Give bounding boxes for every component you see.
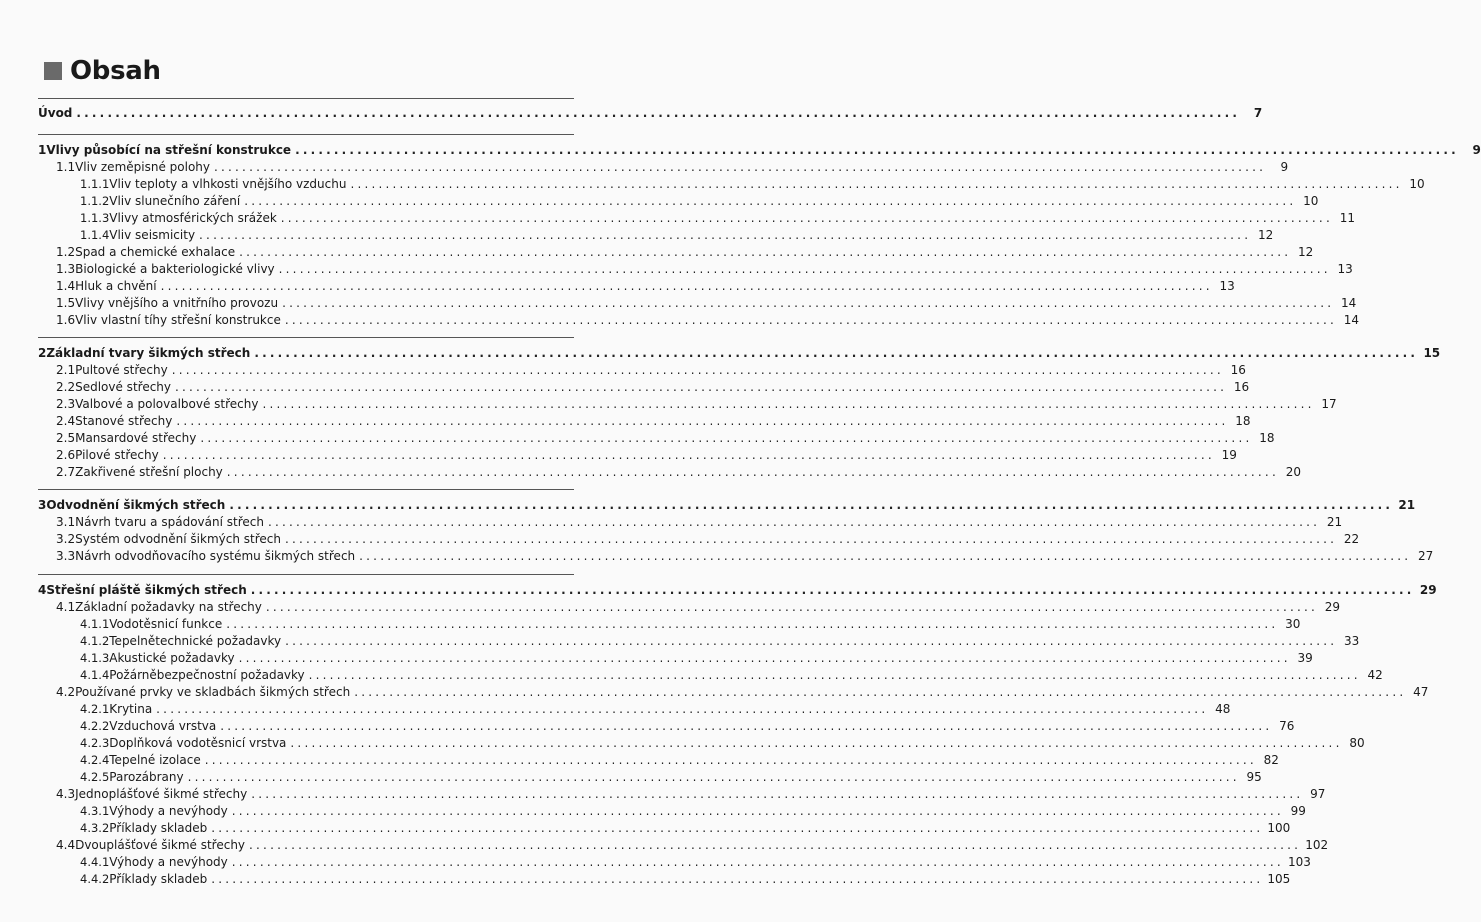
toc-page-num: 29 [1324,600,1341,614]
toc-entry-4-2[interactable] [38,684,1429,701]
leader-dots [188,769,1240,786]
leader-dots [232,854,1284,871]
leader-dots [200,430,1252,447]
toc-entry-4-2-4[interactable] [38,752,1279,769]
toc-page-num: 10 [1409,177,1425,191]
toc-page-num: 14 [1343,313,1360,327]
toc-number: 4.1.4 [80,668,110,682]
leader-dots [285,312,1337,329]
toc-entry-3-3[interactable] [38,548,1434,565]
toc-entry-1-1-4[interactable] [38,227,1274,244]
toc-number: 4.3.1 [80,804,110,818]
toc-label: Hluk a chvění [75,279,157,293]
toc-entry-4-4[interactable] [38,837,1329,854]
toc-entry-1-5[interactable] [38,295,1357,312]
toc-entry-1-1-3[interactable] [38,210,1355,227]
toc-number: 4.3.2 [80,821,110,835]
toc-number: 4.2 [56,685,76,699]
leader-dots [156,701,1208,718]
toc-entry-4-3-2[interactable] [38,820,1291,837]
toc-page-num: 12 [1257,228,1274,242]
toc-label: Valbové a polovalbové střechy [75,397,259,411]
toc-number: 1.4 [56,279,76,293]
toc-page-num: 99 [1290,804,1306,818]
toc-entry-1-3[interactable] [38,261,1353,278]
toc-number: 4.4.2 [80,872,110,886]
toc-label: Vliv vlastní tíhy střešní konstrukce [75,313,281,327]
toc-label: Vliv seismicity [109,228,196,242]
toc-page-num: 100 [1267,821,1291,835]
toc-number: 1.2 [56,245,76,259]
toc-label: Vliv slunečního záření [109,194,241,208]
toc-label: Vliv zeměpisné polohy [75,160,210,174]
leader-dots [251,786,1303,803]
leader-dots [290,735,1342,752]
toc-page-num: 11 [1339,211,1355,225]
toc-entry-1-1[interactable] [38,159,1289,176]
toc-page-num: 9 [1280,160,1289,174]
leader-dots [220,718,1272,735]
toc-page-num: 105 [1267,872,1291,886]
toc-page-num: 30 [1285,617,1301,631]
toc-label: Odvodnění šikmých střech [46,498,226,512]
toc-number: 3.3 [56,549,76,563]
leader-dots [249,837,1301,854]
toc-number: 2.4 [56,414,76,428]
toc-page-num: 33 [1344,634,1360,648]
leader-dots [254,345,1418,362]
toc-entry-4-3-1[interactable] [38,803,1306,820]
toc-number: 2.5 [56,431,76,445]
toc-entry-2-7[interactable] [38,464,1301,481]
toc-page-num: 47 [1413,685,1429,699]
leader-dots [175,379,1227,396]
toc-label: Vzduchová vrstva [109,719,217,733]
rule-chapter-4 [38,574,574,575]
toc-label: Úvod [38,106,73,120]
toc-page-num: 22 [1343,532,1360,546]
toc-page-num: 21 [1398,498,1416,512]
toc-entry-1-1-1[interactable] [38,176,1425,193]
leader-dots [262,396,1314,413]
toc-number: 3 [38,498,47,512]
toc-label: Dvouplášťové šikmé střechy [75,838,246,852]
toc-number: 4 [38,583,47,597]
leader-dots [279,261,1331,278]
leader-dots [211,820,1263,837]
toc-number: 1.5 [56,296,76,310]
toc-page-num: 9 [1472,143,1481,157]
toc-number: 1.1.4 [80,228,110,242]
leader-dots [205,752,1257,769]
toc-number: 3.1 [56,515,76,529]
toc-label: Vlivy působící na střešní konstrukce [46,143,292,157]
toc-entry-4-2-3[interactable] [38,735,1365,752]
toc-page-num: 42 [1367,668,1383,682]
toc-label: Tepelnětechnické požadavky [109,634,282,648]
toc-label: Návrh tvaru a spádování střech [75,515,264,529]
rule-top [38,98,574,99]
leader-dots [251,582,1415,599]
toc-label: Požárněbezpečnostní požadavky [109,668,305,682]
toc-page-num: 20 [1285,465,1301,479]
toc-page-num: 97 [1310,787,1326,801]
rule-chapter-1 [38,134,574,135]
toc-page-num: 10 [1303,194,1319,208]
toc-label: Systém odvodnění šikmých střech [75,532,281,546]
toc-label: Sedlové střechy [75,380,171,394]
toc-label: Tepelné izolace [109,753,201,767]
toc-entry-2-1[interactable] [38,362,1246,379]
toc-number: 1.1.1 [80,177,110,191]
toc-chapter-4[interactable] [38,582,1437,599]
toc-label: Mansardové střechy [75,431,197,445]
toc-label: Vliv teploty a vlhkosti vnějšího vzduchu [109,177,347,191]
toc-number: 2.7 [56,465,76,479]
toc-entry-4-3[interactable] [38,786,1326,803]
toc-number: 1.6 [56,313,76,327]
leader-dots [211,871,1263,888]
toc-number: 4.2.2 [80,719,110,733]
toc-number: 4.1.1 [80,617,110,631]
toc-label: Pilové střechy [75,448,159,462]
toc-label: Krytina [109,702,153,716]
toc-page-num: 17 [1321,397,1337,411]
leader-dots [285,633,1337,650]
toc-page-num: 12 [1298,245,1314,259]
toc-label: Vlivy atmosférických srážek [109,211,277,225]
toc-label: Spad a chemické exhalace [75,245,236,259]
rule-chapter-2 [38,337,574,338]
toc-label: Základní požadavky na střechy [75,600,262,614]
toc-page-num: 27 [1418,549,1434,563]
toc-label: Výhody a nevýhody [109,804,228,818]
toc-entry-4-2-2[interactable] [38,718,1295,735]
toc-entry-2-4[interactable] [38,413,1251,430]
toc-number: 1.1.3 [80,211,110,225]
rule-chapter-3 [38,489,574,490]
toc-number: 2.6 [56,448,76,462]
toc-number: 4.1 [56,600,76,614]
toc-number: 2.3 [56,397,76,411]
toc-label: Vlivy vnějšího a vnitřního provozu [75,296,279,310]
leader-dots [161,278,1213,295]
toc-label: Pultové střechy [75,363,168,377]
toc-page-num: 82 [1263,753,1279,767]
toc-page-num: 18 [1259,431,1275,445]
toc-page-num: 102 [1305,838,1329,852]
toc-label: Doplňková vodotěsnicí vrstva [109,736,287,750]
toc-page-num: 19 [1221,448,1237,462]
toc-entry-3-2[interactable] [38,531,1360,548]
toc-entry-3-1[interactable] [38,514,1343,531]
toc-page-num: 103 [1287,855,1311,869]
leader-dots [226,616,1278,633]
toc-label: Střešní pláště šikmých střech [46,583,247,597]
toc-page-num: 15 [1423,346,1441,360]
toc-label: Parozábrany [109,770,184,784]
toc-label: Biologické a bakteriologické vlivy [75,262,275,276]
toc-number: 1.1.2 [80,194,110,208]
toc-chapter-1[interactable] [38,142,1481,159]
toc-intro[interactable] [38,105,1263,122]
toc-number: 4.2.1 [80,702,110,716]
toc-number: 4.4 [56,838,76,852]
leader-dots [350,176,1402,193]
toc-number: 1 [38,143,47,157]
leader-dots [239,650,1291,667]
toc-entry-4-1-1[interactable] [38,616,1301,633]
toc-entry-4-1-3[interactable] [38,650,1313,667]
toc-entry-2-3[interactable] [38,396,1337,413]
toc-label: Návrh odvodňovacího systému šikmých střech [75,549,356,563]
leader-dots [266,599,1318,616]
leader-dots [285,531,1337,548]
toc-page-num: 29 [1419,583,1437,597]
toc-page-num: 18 [1235,414,1251,428]
toc-page-num: 76 [1279,719,1295,733]
toc-page-num: 48 [1215,702,1231,716]
toc-page-num: 21 [1326,515,1343,529]
toc-page-num: 7 [1253,106,1263,120]
leader-dots [309,667,1361,684]
leader-dots [199,227,1251,244]
toc-number: 3.2 [56,532,76,546]
toc-label: Výhody a nevýhody [109,855,228,869]
toc-entry-4-1-2[interactable] [38,633,1360,650]
leader-dots [76,105,1240,122]
leader-dots [295,142,1459,159]
toc-label: Stanové střechy [75,414,173,428]
toc-entry-2-6[interactable] [38,447,1237,464]
leader-dots [176,413,1228,430]
toc-entry-2-5[interactable] [38,430,1275,447]
toc-entry-1-2[interactable] [38,244,1314,261]
toc-label: Základní tvary šikmých střech [46,346,251,360]
leader-dots [354,684,1406,701]
title-row [44,58,161,84]
leader-dots [281,210,1333,227]
toc-page-num: 80 [1349,736,1365,750]
toc-entry-4-4-2[interactable] [38,871,1291,888]
toc-number: 4.2.3 [80,736,110,750]
toc-number: 2.1 [56,363,76,377]
toc-page-num: 39 [1297,651,1313,665]
leader-dots [232,803,1284,820]
toc-entry-4-1-4[interactable] [38,667,1383,684]
toc-number: 4.1.3 [80,651,110,665]
toc-chapter-3[interactable] [38,497,1416,514]
toc-number: 2 [38,346,47,360]
toc-page-num: 13 [1219,279,1235,293]
toc-chapter-2[interactable] [38,345,1441,362]
toc-page-num: 16 [1233,380,1250,394]
leader-dots [227,464,1279,481]
leader-dots [268,514,1320,531]
toc-number: 4.1.2 [80,634,110,648]
toc-number: 4.2.4 [80,753,110,767]
toc-entry-2-2[interactable] [38,379,1250,396]
toc-entry-1-6[interactable] [38,312,1360,329]
toc-entry-4-1[interactable] [38,599,1341,616]
toc-label: Akustické požadavky [109,651,235,665]
toc-number: 4.2.5 [80,770,110,784]
toc-number: 1.3 [56,262,76,276]
toc-page-num: 16 [1230,363,1246,377]
page-title: Obsah [70,56,161,86]
leader-dots [359,548,1411,565]
toc-number: 1.1 [56,160,76,174]
toc-label: Příklady skladeb [109,872,208,886]
toc-label: Jednoplášťové šikmé střechy [75,787,248,801]
toc-page-num: 13 [1337,262,1353,276]
toc-number: 2.2 [56,380,76,394]
toc-label: Příklady skladeb [109,821,208,835]
toc-entry-1-4[interactable] [38,278,1235,295]
leader-dots [244,193,1296,210]
toc-number: 4.4.1 [80,855,110,869]
toc-page-num: 14 [1340,296,1357,310]
title-square-icon [44,62,62,80]
toc-entry-4-2-1[interactable] [38,701,1231,718]
toc-page-num: 95 [1246,770,1262,784]
toc-entry-4-2-5[interactable] [38,769,1262,786]
toc-number: 4.3 [56,787,76,801]
toc-label: Zakřivené střešní plochy [75,465,223,479]
leader-dots [172,362,1224,379]
toc-label: Používané prvky ve skladbách šikmých střech [75,685,351,699]
toc-label: Vodotěsnicí funkce [109,617,223,631]
leader-dots [163,447,1215,464]
leader-dots [229,497,1393,514]
toc-entry-4-4-1[interactable] [38,854,1311,871]
leader-dots [214,159,1266,176]
toc-entry-1-1-2[interactable] [38,193,1319,210]
leader-dots [239,244,1291,261]
leader-dots [282,295,1334,312]
